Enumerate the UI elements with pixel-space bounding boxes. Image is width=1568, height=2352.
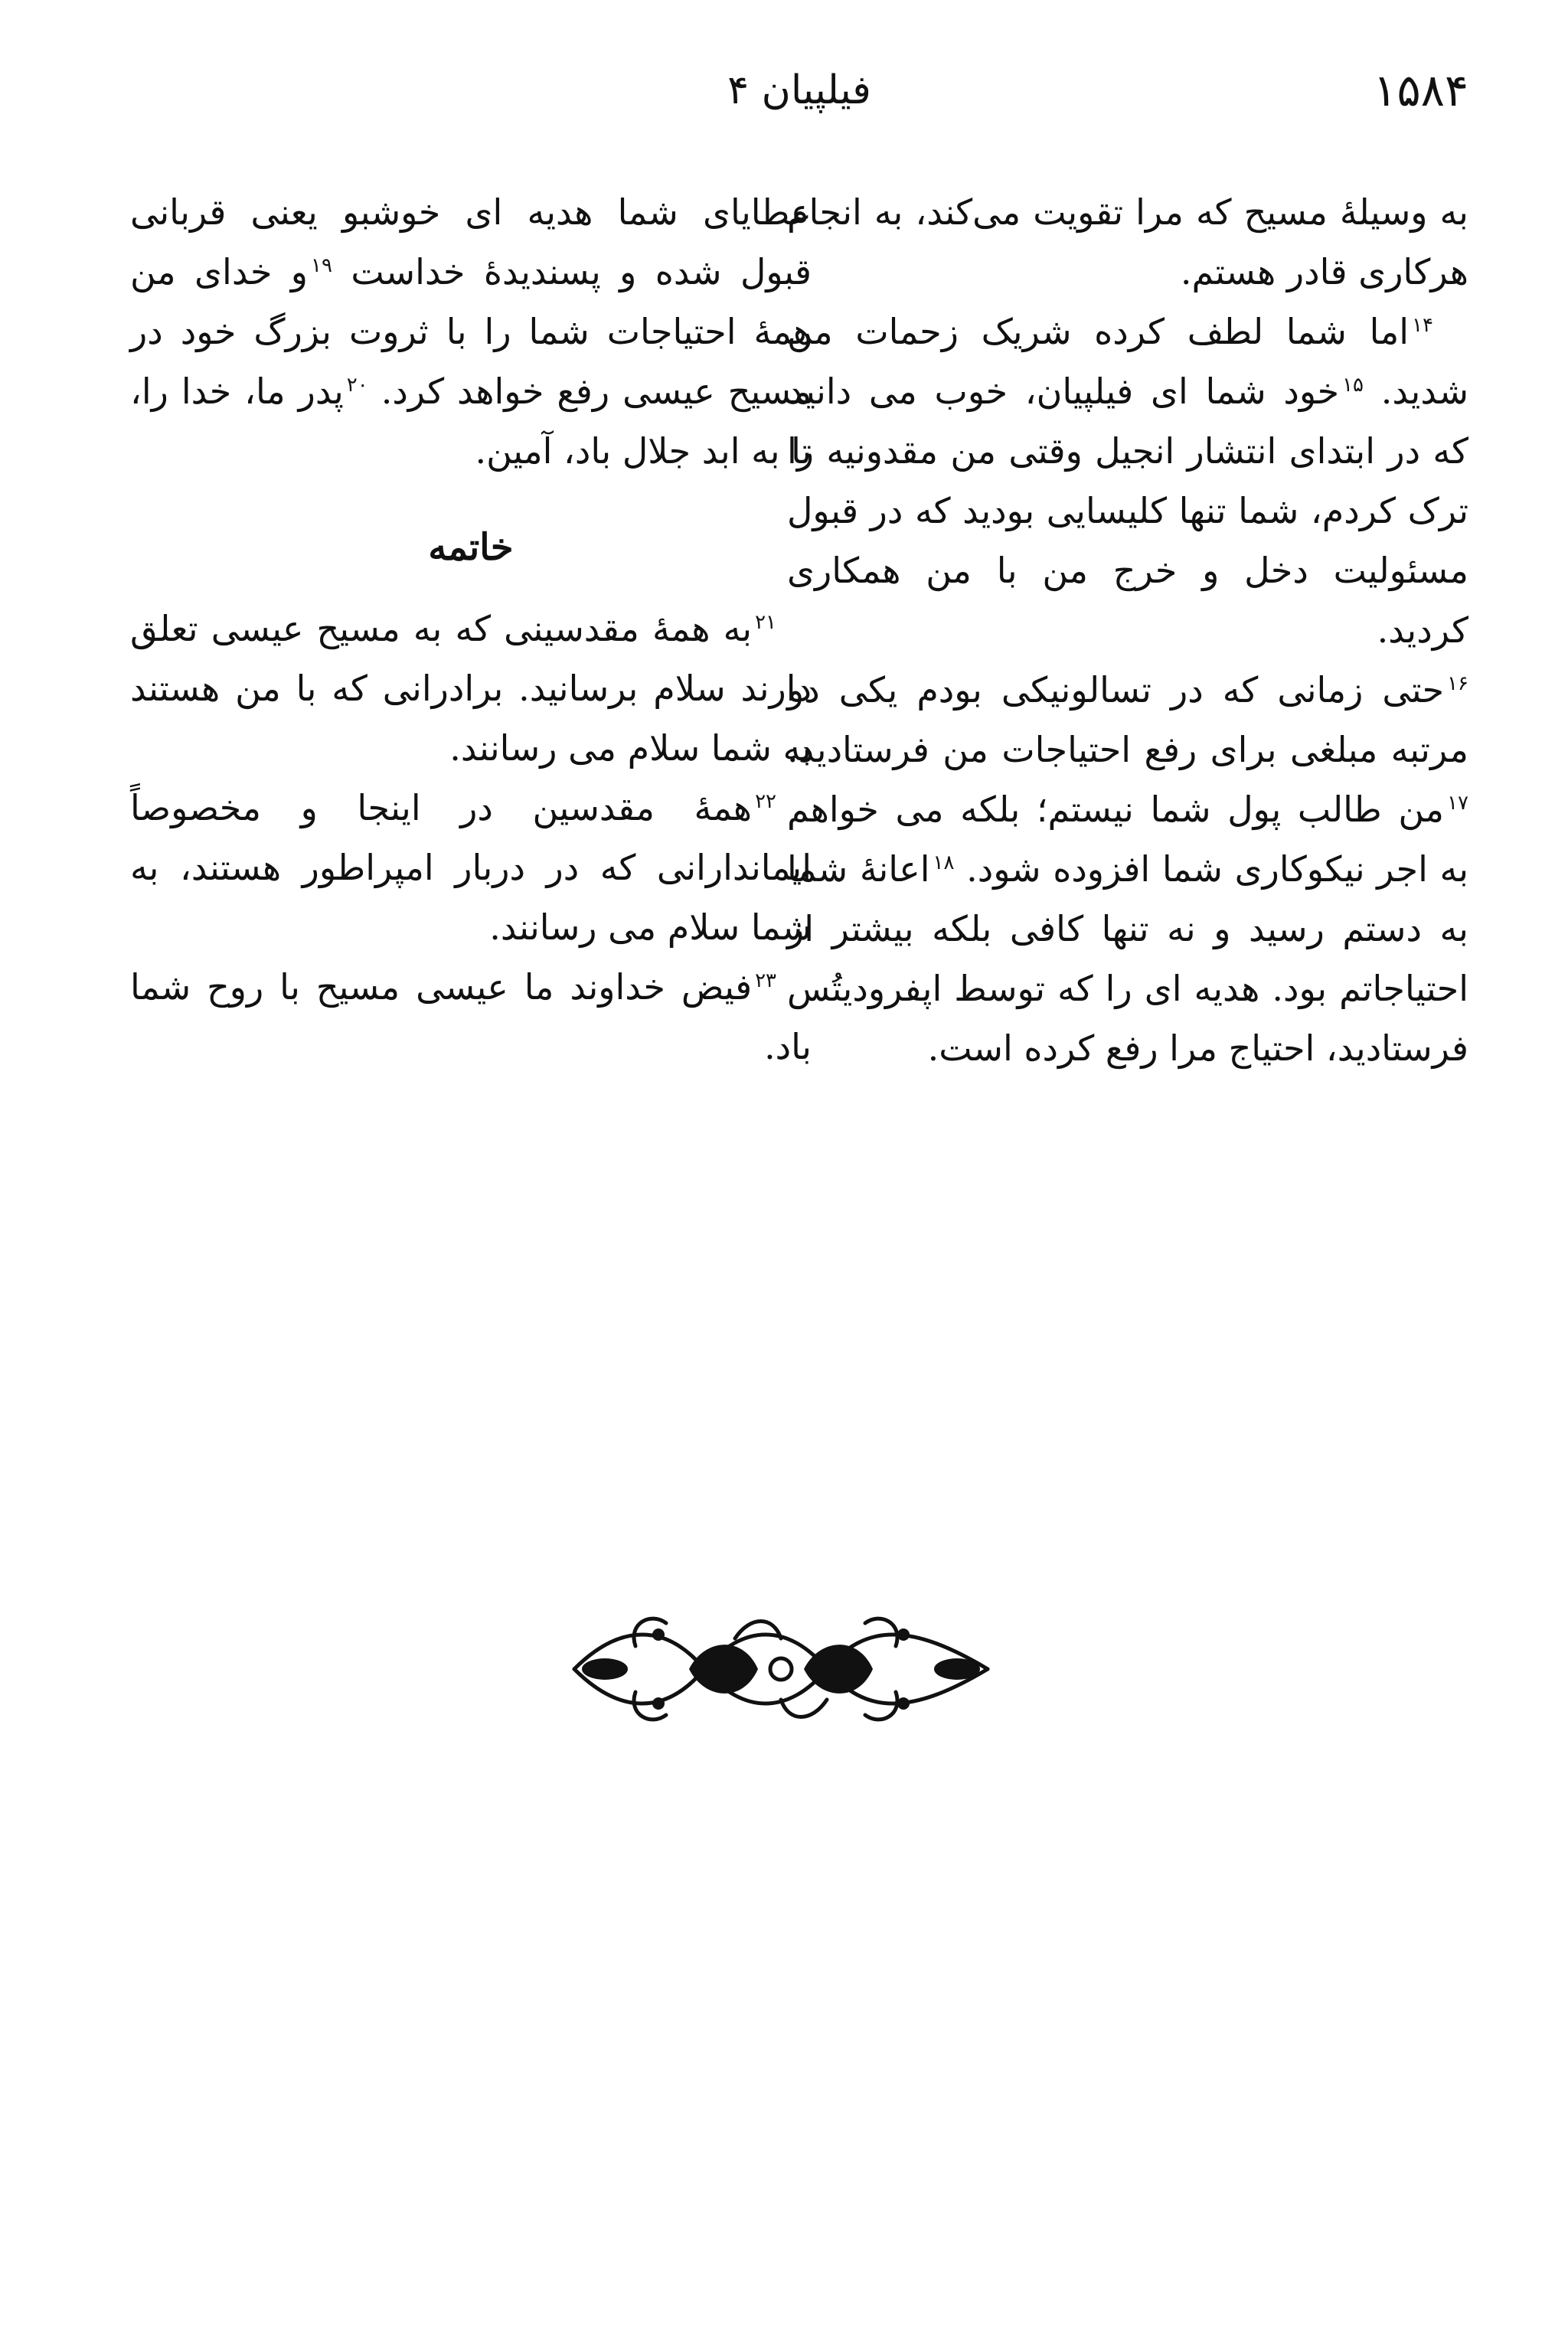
verse-text: فیض خداوند ما عیسی مسیح با روح شما باد. <box>130 966 812 1067</box>
verse-text: همهٔ مقدسین در اینجا و مخصوصاً ایماندارانی که در دربار امپراطور هستند، به شما سلام می رسانند. <box>130 787 812 948</box>
verse-text: پدر ما، خدا را، تا به ابد جلال باد، آمین. <box>130 371 812 472</box>
verse-number: ۱۵ <box>1342 373 1364 397</box>
verse-text: عطایای شما هدیه ای خوشبو یعنی قربانی قبول شده و پسندیدهٔ خداست <box>130 191 812 292</box>
running-head: فیلپیان ۴ <box>727 67 871 113</box>
verse-paragraph <box>130 599 812 778</box>
verse-number: ۱۶ <box>1447 671 1468 695</box>
verse-number: ۱۴ <box>1412 313 1433 337</box>
verse-paragraph <box>787 660 1468 1078</box>
verse-text: و خدای من همهٔ احتیاجات شما را با ثروت بزرگ خود در مسیح عیسی رفع خواهد کرد. <box>130 251 812 412</box>
verse-text: خود شما ای فیلپیان، خوب می دانید که در ابتدای انتشار انجیل وقتی من مقدونیه را ترک کردم، شما تنها کلیسایی بودید که در قبول مسئولیت دخل و خرج من با من همکاری کردید. <box>787 371 1468 651</box>
verse-text: به همهٔ مقدسینی که به مسیح عیسی تعلق دارند سلام برسانید. برادرانی که با من هستند به شما سلام می رسانند. <box>130 608 812 769</box>
text-column-left <box>130 182 812 1076</box>
page-number: ۱۵۸۴ <box>1373 64 1468 116</box>
verse-text: اعانهٔ شما به دستم رسید و نه تنها کافی بلکه بیشتر از احتیاجاتم بود. هدیه ای را که توسط اپفرودیتُس فرستادید، احتیاج مرا رفع کرده است. <box>787 848 1468 1069</box>
verse-text: به وسیلهٔ مسیح که مرا تقویت می‌کند، به انجام هرکاری قادر هستم. <box>787 191 1468 292</box>
verse-text: من طالب پول شما نیستم؛ بلکه می خواهم به اجر نیکوکاری شما افزوده شود. <box>787 789 1469 890</box>
verse-text: حتی زمانی که در تسالونیکی بودم یکی دو مرتبه مبلغی برای رفع احتیاجات من فرستادید. <box>787 669 1468 770</box>
verse-paragraph <box>130 778 812 957</box>
verse-number: ۲۱ <box>755 610 776 634</box>
verse-number: ۲۳ <box>755 969 776 992</box>
verse-number: ۲۲ <box>755 789 776 813</box>
verse-number: ۱۷ <box>1447 791 1468 815</box>
section-heading: خاتمه <box>428 526 514 569</box>
verse-paragraph <box>130 957 812 1076</box>
floral-vine-ornament-icon <box>551 1592 1011 1746</box>
text-column-right <box>787 182 1468 1078</box>
verse-number: ۱۸ <box>933 851 955 874</box>
verse-paragraph <box>130 182 812 481</box>
verse-number: ۱۹ <box>311 253 332 277</box>
page-header <box>130 60 1468 121</box>
verse-number: ۲۰ <box>346 373 368 397</box>
verse-text: اما شما لطف کرده شریک زحمات من شدید. <box>787 311 1469 412</box>
verse-paragraph <box>787 302 1468 660</box>
verse-paragraph <box>787 182 1468 302</box>
